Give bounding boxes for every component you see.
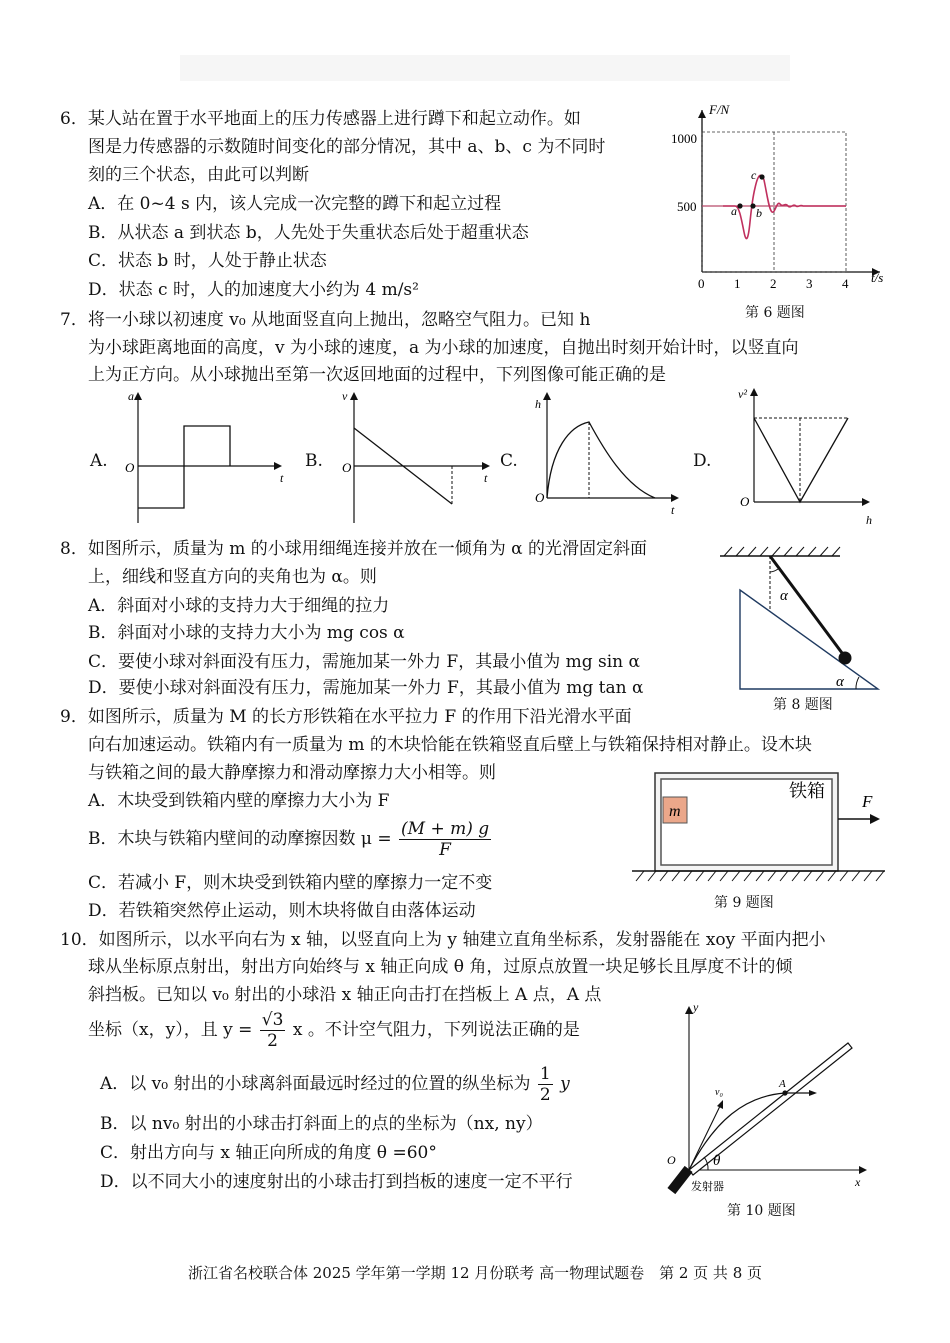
q10-option-c: C．射出方向与 x 轴正向所成的角度 θ =60°: [100, 1143, 437, 1163]
q6-stem-line2: 图是力传感器的示数随时间变化的部分情况，其中 a、b、c 为不同时: [88, 137, 606, 157]
q9-force-label: F: [862, 792, 873, 811]
q6-x-tick-2: 2: [770, 276, 777, 291]
q7-option-a-label: A.: [90, 451, 108, 471]
q10-origin-label: O: [667, 1153, 676, 1167]
q8-option-d: D．要使小球对斜面没有压力，需施加某一外力 F，其最小值为 mg tan α: [88, 678, 644, 698]
q6-x-tick-4: 4: [842, 276, 849, 291]
q9-option-a: A．木块受到铁箱内壁的摩擦力大小为 F: [88, 791, 390, 811]
q7a-x-label: t: [280, 471, 284, 485]
q6-y-tick-1000: 1000: [671, 131, 697, 146]
q6-y-tick-500: 500: [677, 199, 697, 214]
q7-option-c-label: C.: [500, 451, 518, 471]
q10-coord-suffix: x 。不计空气阻力，下列说法正确的是: [292, 1020, 580, 1040]
q10-launcher-figure: [655, 1000, 875, 1200]
q10-point-a-label: A: [779, 1078, 786, 1090]
q6-point-b: b: [756, 206, 762, 220]
q9-option-c: C．若减小 F，则木块受到铁箱内壁的摩擦力一定不变: [88, 873, 493, 893]
q10-coord-fraction: [260, 1010, 286, 1051]
q9-mu-denominator: F: [439, 840, 451, 860]
q10-option-a-fraction: [538, 1064, 553, 1105]
q6-option-d: D．状态 c 时，人的加速度大小约为 4 m/s²: [88, 280, 419, 300]
q7b-y-label: v: [342, 389, 348, 403]
q10-option-a-denominator: 2: [539, 1085, 551, 1105]
page-footer: 浙江省名校联合体 2025 学年第一学期 12 月份联考 高一物理试题卷 第 2 页 共 8 页: [187, 1264, 763, 1282]
q10-option-d: D．以不同大小的速度射出的小球击打到挡板的速度一定不平行: [100, 1172, 573, 1192]
q10-option-a-suffix: y: [560, 1074, 570, 1094]
q9-block-label: m: [669, 803, 681, 820]
q9-figure-caption: 第 9 题图: [714, 895, 774, 911]
q8-option-b: B．斜面对小球的支持力大小为 mg cos α: [88, 623, 405, 643]
q7-graph-a: [110, 388, 290, 528]
q6-force-time-graph: [665, 102, 895, 294]
q6-figure-caption: 第 6 题图: [745, 305, 805, 321]
q6-x-tick-0: 0: [698, 276, 705, 291]
q7a-y-label: a: [128, 389, 134, 403]
q9-stem-line3: 与铁箱之间的最大静摩擦力和滑动摩擦力大小相等。则: [88, 763, 496, 783]
q9-box-label: 铁箱: [789, 781, 825, 801]
q9-option-d: D．若铁箱突然停止运动，则木块将做自由落体运动: [88, 901, 476, 921]
q10-coord-numerator: √3: [261, 1010, 284, 1030]
q8-option-c: C．要使小球对斜面没有压力，需施加某一外力 F，其最小值为 mg sin α: [88, 652, 641, 672]
q10-x-label: x: [855, 1175, 861, 1189]
q10-option-a: [100, 1062, 570, 1106]
q6-point-c: c: [751, 168, 757, 182]
q7-graph-d: [730, 382, 880, 532]
q7-graph-b: [330, 388, 500, 528]
q10-velocity-label: v₀: [715, 1087, 723, 1098]
q10-launcher-label: 发射器: [691, 1181, 724, 1193]
q7d-origin: O: [740, 494, 750, 509]
q10-coordinate-line: [88, 1008, 580, 1052]
q8-stem-line1: 8．如图所示，质量为 m 的小球用细绳连接并放在一倾角为 α 的光滑固定斜面: [60, 539, 648, 559]
q7c-x-label: t: [671, 503, 675, 517]
q6-y-axis-label: F/N: [709, 102, 730, 117]
q7c-origin: O: [535, 490, 545, 505]
q8-option-a: A．斜面对小球的支持力大于细绳的拉力: [88, 596, 390, 616]
q10-stem-line2: 球从坐标原点射出，射出方向始终与 x 轴正向成 θ 角，过原点放置一块足够长且厚度不计的倾: [88, 957, 793, 977]
q7d-x-label: h: [866, 513, 872, 527]
q9-stem-line1: 9．如图所示，质量为 M 的长方形铁箱在水平拉力 F 的作用下沿光滑水平面: [60, 707, 632, 727]
q7-option-b-label: B.: [305, 451, 323, 471]
q10-option-a-numerator: 1: [539, 1064, 551, 1084]
q8-stem-line2: 上，细线和竖直方向的夹角也为 α。则: [88, 567, 377, 587]
q9-iron-box-figure: [630, 765, 890, 890]
q10-option-a-prefix: A．以 v₀ 射出的小球离斜面最远时经过的位置的纵坐标为: [100, 1074, 531, 1094]
q10-coord-prefix: 坐标（x，y），且 y =: [88, 1020, 253, 1040]
q7c-y-label: h: [535, 397, 541, 411]
q9-option-b: [88, 818, 493, 860]
q6-stem-line3: 刻的三个状态，由此可以判断: [88, 165, 309, 185]
q10-option-b: B．以 nv₀ 射出的小球击打斜面上的点的坐标为（nx, ny）: [100, 1114, 543, 1134]
q7-option-d-label: D.: [693, 451, 712, 471]
q9-option-b-prefix: B．木块与铁箱内壁间的动摩擦因数 μ =: [88, 829, 392, 849]
q6-option-a: A．在 0~4 s 内，该人完成一次完整的蹲下和起立过程: [88, 194, 502, 214]
q10-stem-line3: 斜挡板。已知以 v₀ 射出的小球沿 x 轴正向击打在挡板上 A 点，A 点: [88, 985, 602, 1005]
q7d-y-label: v²: [738, 387, 747, 401]
q10-y-label: y: [693, 1000, 699, 1014]
q6-x-tick-3: 3: [806, 276, 813, 291]
q6-option-b: B．从状态 a 到状态 b，人先处于失重状态后处于超重状态: [88, 223, 529, 243]
q6-stem-line1: 6．某人站在置于水平地面上的压力传感器上进行蹲下和起立动作。如: [60, 109, 581, 129]
q9-mu-fraction: [399, 819, 491, 860]
q7-graph-c: [525, 388, 685, 528]
q7-stem-line2: 为小球距离地面的高度，v 为小球的速度，a 为小球的加速度，自抛出时刻开始计时，以竖直向: [88, 338, 799, 358]
q8-angle-label-top: α: [780, 588, 788, 604]
q6-x-tick-1: 1: [734, 276, 741, 291]
q7-stem-line3: 上为正方向。从小球抛出至第一次返回地面的过程中，下列图像可能正确的是: [88, 365, 666, 385]
q7b-origin: O: [342, 460, 352, 475]
scan-header-band: [180, 55, 790, 81]
q7a-origin: O: [125, 460, 135, 475]
q9-mu-numerator: (M + m) g: [401, 819, 490, 839]
q9-stem-line2: 向右加速运动。铁箱内有一质量为 m 的木块恰能在铁箱竖直后壁上与铁箱保持相对静止。设木块: [88, 735, 812, 755]
q10-figure-caption: 第 10 题图: [727, 1203, 796, 1219]
q6-point-a: a: [731, 204, 737, 218]
q10-angle-label: θ: [713, 1153, 721, 1169]
q8-incline-figure: [710, 540, 890, 695]
q6-x-axis-label: t/s: [871, 270, 884, 285]
q6-option-c: C．状态 b 时，人处于静止状态: [88, 251, 327, 271]
q8-angle-label-bottom: α: [836, 674, 844, 690]
q7-stem-line1: 7．将一小球以初速度 v₀ 从地面竖直向上抛出，忽略空气阻力。已知 h: [60, 310, 591, 330]
q7b-x-label: t: [484, 471, 488, 485]
q10-stem-line1: 10．如图所示，以水平向右为 x 轴，以竖直向上为 y 轴建立直角坐标系，发射器能在 xoy 平面内把小: [60, 930, 826, 950]
q8-figure-caption: 第 8 题图: [773, 697, 833, 713]
q10-coord-denominator: 2: [267, 1031, 278, 1051]
